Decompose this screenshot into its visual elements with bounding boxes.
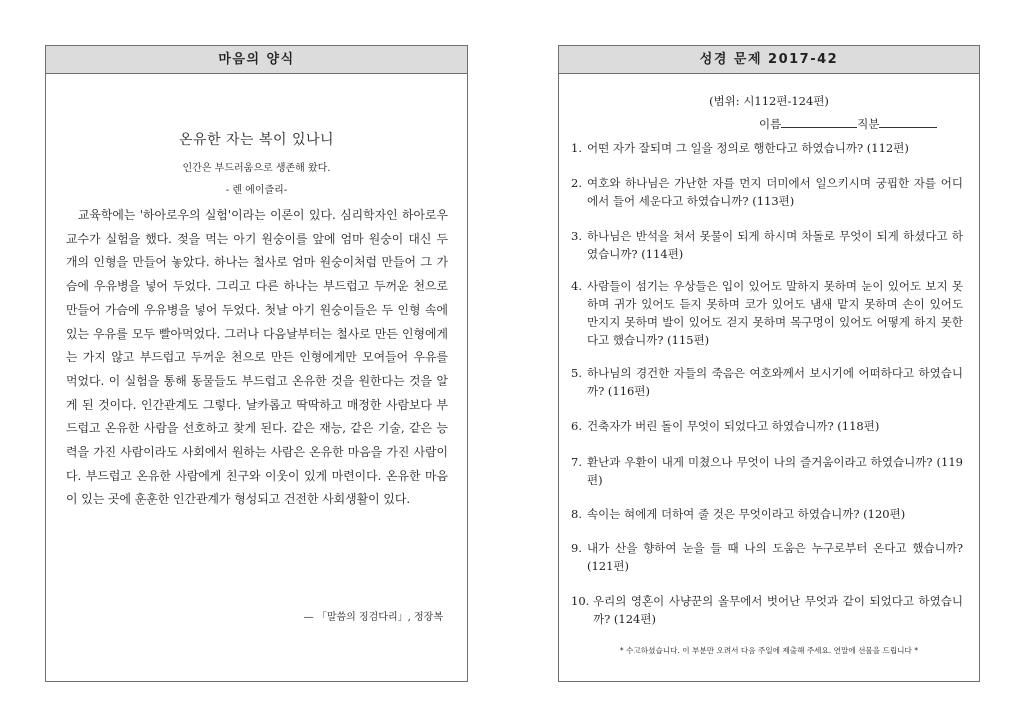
- question-8: [571, 505, 963, 523]
- question-10: [571, 592, 963, 628]
- question-6: [571, 417, 963, 435]
- essay-subtitle: 인간은 부드러움으로 생존해 왔다.: [182, 163, 331, 174]
- question-text: 여호와 하나님은 가난한 자를 먼지 더미에서 일으키시며 궁핍한 자를 어디에서 들어 세운다고 하였습니까? (113편): [587, 176, 963, 208]
- essay-title: 온유한 자는 복이 있나니: [178, 132, 335, 148]
- question-number: 3.: [571, 229, 582, 243]
- question-number: 10.: [571, 594, 590, 608]
- question-number: 1.: [571, 141, 582, 155]
- question-text: 사람들이 섬기는 우상들은 입이 있어도 말하지 못하며 눈이 있어도 보지 못하며 귀가 있어도 듣지 못하며 코가 있어도 냄새 맡지 못하며 손이 있어도 만지지 못하며 발이 있어도 걷지 못하며 목구멍이 있어도 어떻게 하지 못한다고 했습니까? (115편): [587, 279, 963, 347]
- question-text: 속이는 혀에게 더하여 줄 것은 무엇이라고 하였습니까? (120편): [587, 507, 906, 521]
- essay-source: — 「말씀의 징검다리」, 정장복: [303, 612, 443, 623]
- question-7: [571, 453, 963, 489]
- name-label: 이름: [759, 117, 782, 131]
- name-line: [759, 116, 937, 132]
- question-9: [571, 539, 963, 575]
- question-number: 7.: [571, 455, 582, 469]
- question-text: 건축자가 버린 돌이 무엇이 되었다고 하였습니까? (118편): [587, 419, 880, 433]
- title-blank[interactable]: [879, 116, 937, 128]
- essay-body: 교육학에는 '하아로우의 실험'이라는 이론이 있다. 심리학자인 하아로우 교수가 실험을 했다. 젖을 먹는 아기 원숭이를 앞에 엄마 원숭이 대신 두 개의 인형을 만들어 놓았다. 하나는 철사로 엄마 원숭이처럼 만들어 그 가슴에 우유병을 넣어 두었다. 그리고 다른 하나는 부드럽고 두꺼운 천으로 만들어 가슴에 우유병을 넣어 두었다. 첫날 아기 원숭이들은 두 인형 속에 있는 우유를 모두 빨아먹었다. 그러나 다음날부터는 철사로 만든 인형에게는 가지 않고 부드럽고 두꺼운 천으로 만든 인형에게만 모여들어 우유를 먹었다. 이 실험을 통해 동물들도 부드럽고 온유한 것을 원한다는 것을 알게 된 것이다. 인간관계도 그렇다. 날카롭고 딱딱하고 매정한 사람보다 부드럽고 온유한 사람을 선호하고 찾게 된다. 같은 재능, 같은 기술, 같은 능력을 가진 사람이라도 사회에서 원하는 사람은 온유한 마음을 가진 사람이다. 부드럽고 온유한 사람에게 친구와 이웃이 있게 마련이다. 온유한 마음이 있는 곳에 훈훈한 인간관계가 형성되고 건전한 사회생활이 있다.: [66, 208, 448, 507]
- question-text: 내가 산을 향하여 눈을 들 때 나의 도움은 누구로부터 온다고 했습니까? (121편): [587, 541, 963, 573]
- question-number: 2.: [571, 176, 582, 190]
- question-3: [571, 227, 963, 263]
- question-number: 9.: [571, 541, 582, 555]
- question-text: 하나님의 경건한 자들의 죽음은 여호와께서 보시기에 어떠하다고 하였습니까? (116편): [587, 366, 963, 398]
- right-panel-header: 성경 문제 2017-42: [559, 46, 979, 74]
- question-text: 하나님은 반석을 쳐서 못물이 되게 하시며 차돌로 무엇이 되게 하셨다고 하였습니까? (114편): [587, 229, 963, 261]
- question-4: [571, 277, 963, 349]
- question-1: [571, 139, 963, 157]
- name-blank[interactable]: [781, 116, 857, 128]
- question-number: 6.: [571, 419, 582, 433]
- quiz-scope: (범위: 시112편-124편): [709, 94, 829, 108]
- question-number: 5.: [571, 366, 582, 380]
- left-panel: [45, 45, 468, 682]
- question-2: [571, 174, 963, 210]
- title-label: 직분: [857, 117, 880, 131]
- left-panel-header: 마음의 양식: [46, 46, 467, 74]
- question-number: 4.: [571, 279, 582, 293]
- right-panel: [558, 45, 980, 682]
- question-text: 우리의 영혼이 사냥꾼의 올무에서 벗어난 무엇과 같이 되었다고 하였습니까? (124편): [593, 594, 963, 626]
- question-text: 환난과 우환이 내게 미쳤으나 무엇이 나의 즐거움이라고 하였습니까? (119편): [587, 455, 963, 487]
- question-5: [571, 364, 963, 400]
- essay-author: - 렌 에이즐리-: [225, 185, 288, 196]
- question-number: 8.: [571, 507, 582, 521]
- question-text: 어떤 자가 잘되며 그 일을 정의로 행한다고 하였습니까? (112편): [587, 141, 909, 155]
- footer-note: * 수고하셨습니다. 이 부분만 오려서 다음 주일에 제출해 주세요. 연말에 선물을 드립니다 *: [619, 646, 919, 655]
